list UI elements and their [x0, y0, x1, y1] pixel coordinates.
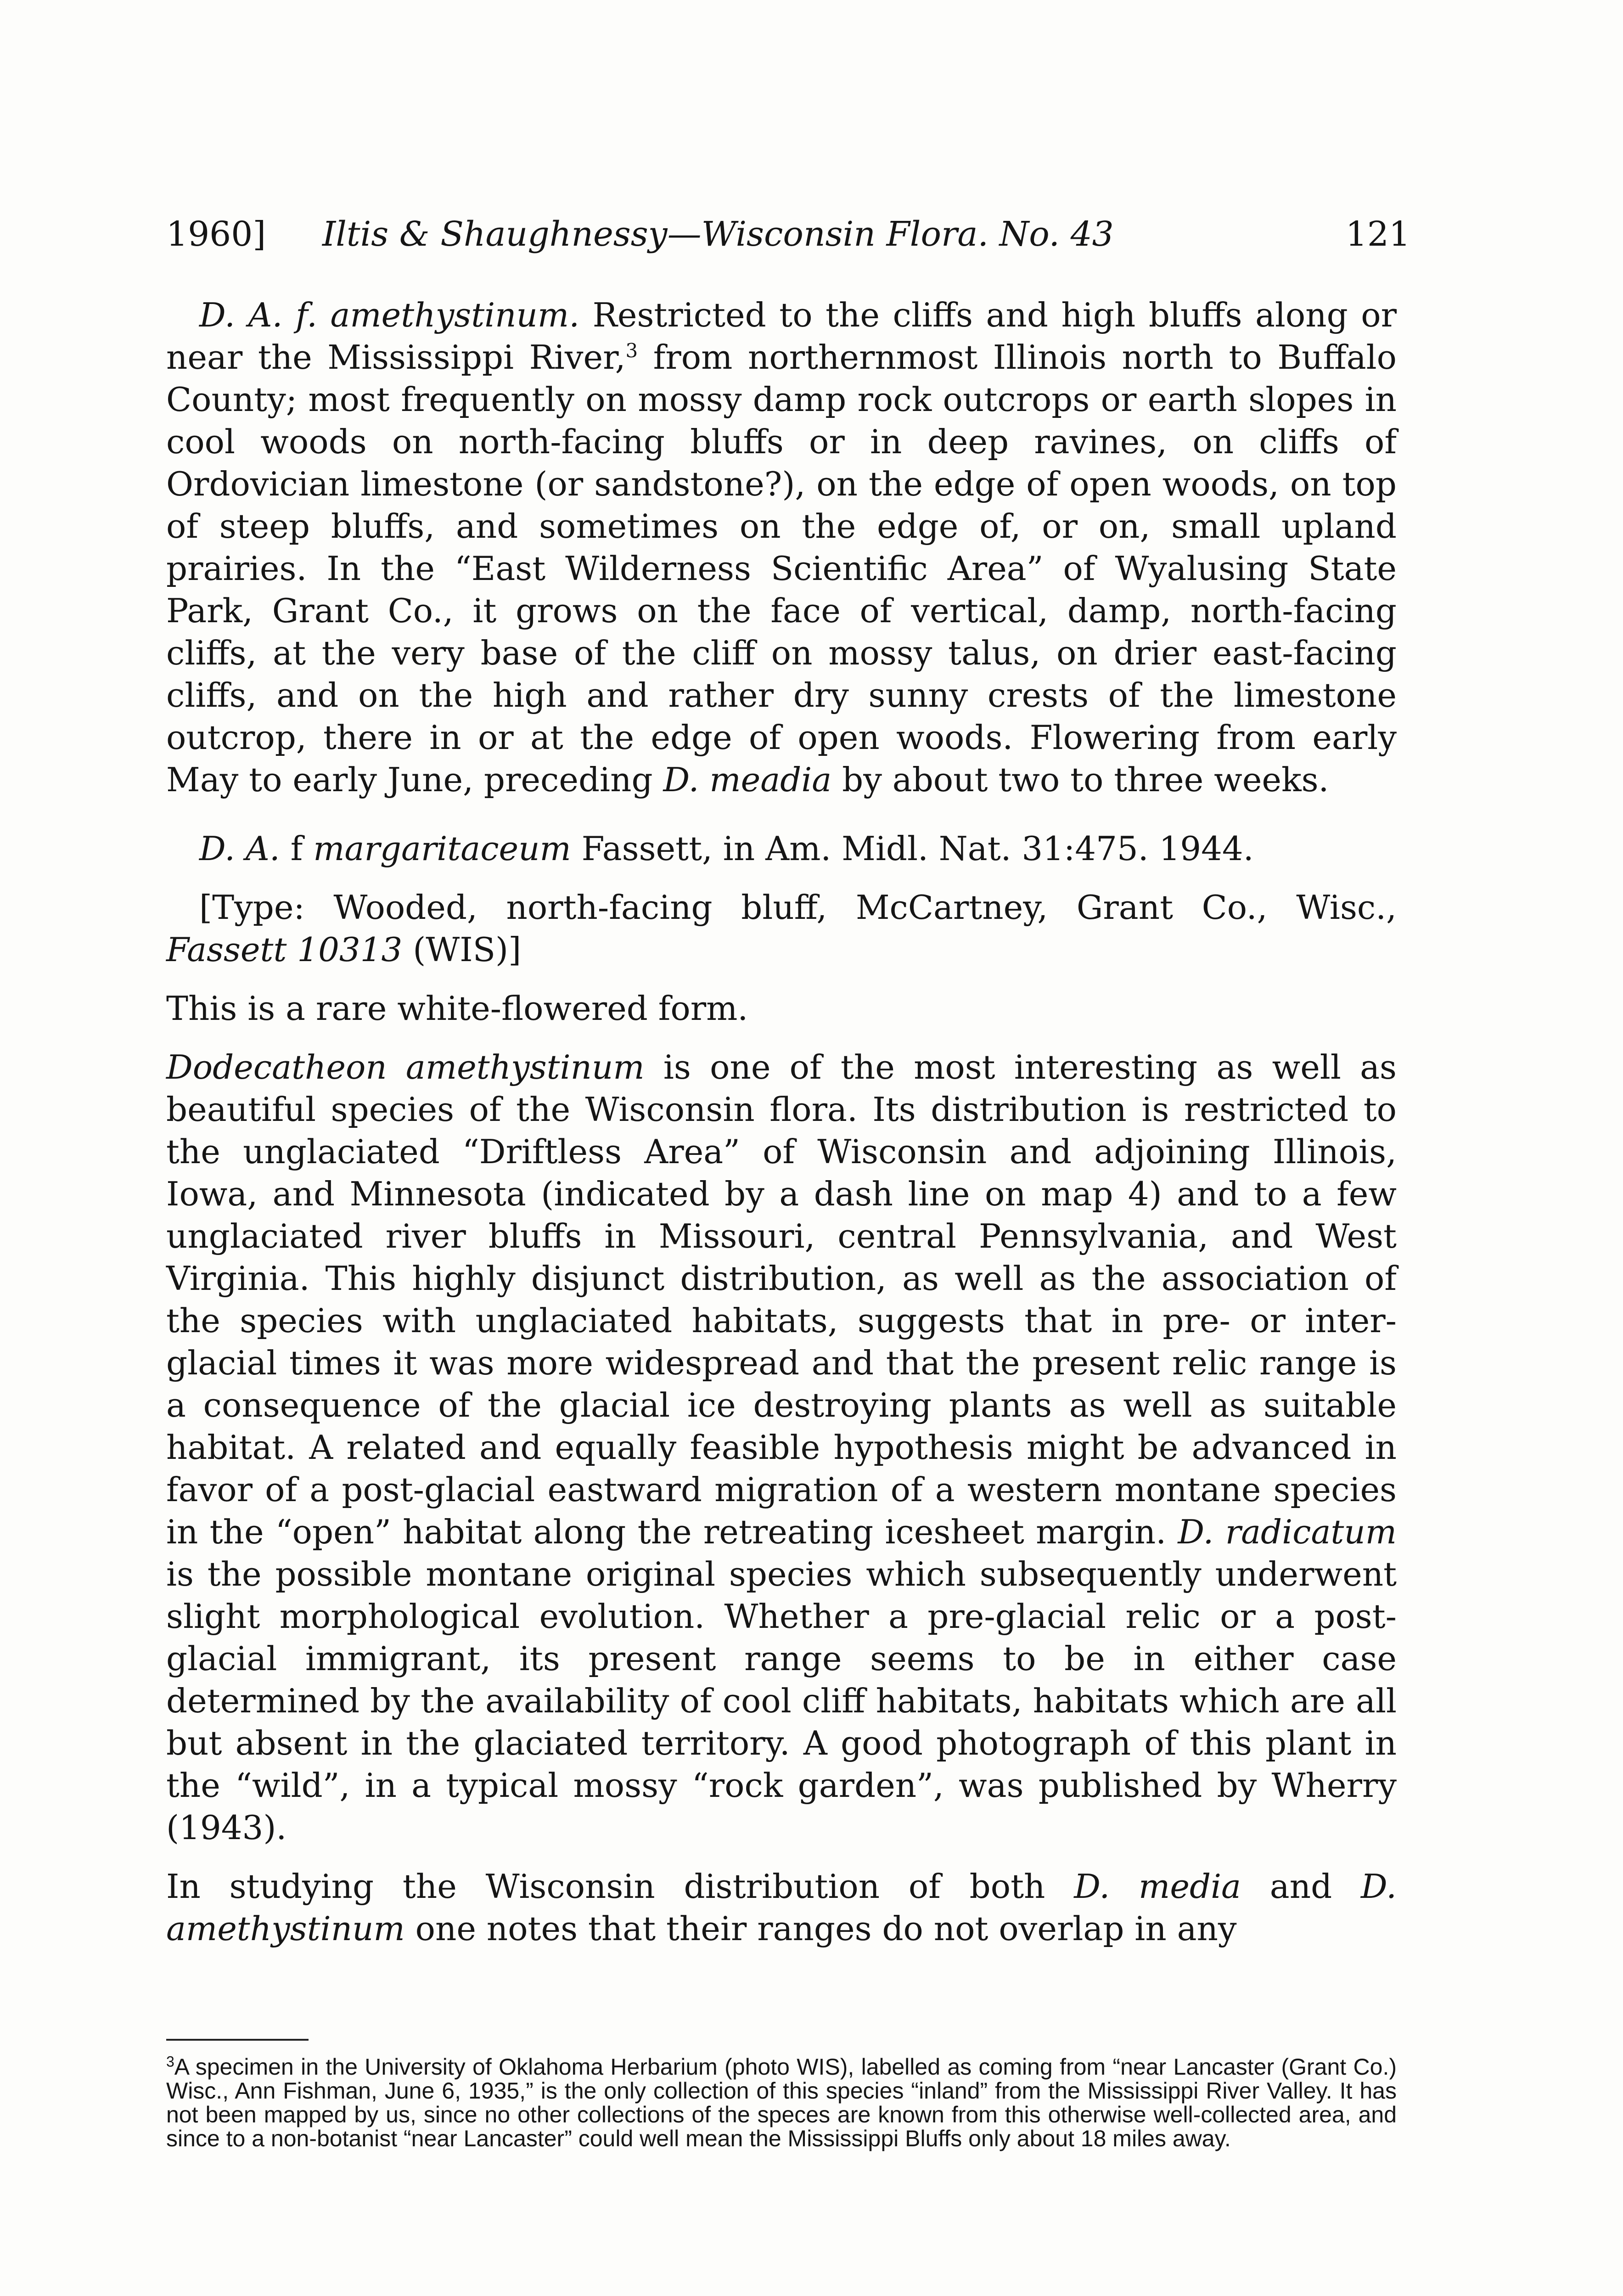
- paragraph-text: is the possible montane original species which subsequently underwent slight morphological evolution. Whether a pre-glacial relic or a post-glacial immigrant, its present range seems to be in either case determined by the availability of cool cliff habitats, habitats which are all but absent in the glaciated territory. A good photograph of this plant in the “wild”, in a typical mossy “rock garden”, was published by Wherry (1943).: [166, 1555, 1397, 1847]
- paragraph-amethystinum-form: [166, 294, 1397, 801]
- paragraph-distribution-discussion: [166, 1046, 1397, 1849]
- paragraph-text: and: [1241, 1867, 1361, 1906]
- header-title: Iltis & Shaughnessy—Wisconsin Flora. No. 43: [322, 214, 1114, 254]
- body-text: [166, 294, 1397, 1950]
- footnote: [166, 2055, 1397, 2150]
- page-number: 121: [1345, 214, 1410, 254]
- taxon-name: D. A.: [199, 829, 280, 868]
- species-name: D. media: [1074, 1867, 1241, 1906]
- paragraph-text: by about two to three weeks.: [831, 760, 1329, 799]
- species-name: D. radicatum: [1178, 1513, 1397, 1551]
- paragraph-text: In studying the Wisconsin distribution of both: [166, 1867, 1074, 1906]
- paragraph-text: f: [280, 829, 314, 868]
- footnote-reference: 3: [625, 339, 638, 362]
- citation-text: Fassett, in Am. Midl. Nat. 31:475. 1944.: [571, 829, 1254, 868]
- footnote-paragraph: [166, 2055, 1397, 2150]
- footnote-divider: [166, 2039, 309, 2041]
- running-header: [166, 209, 1410, 259]
- header-year: 1960]: [166, 214, 266, 254]
- footnote-marker: 3: [166, 2053, 174, 2070]
- taxon-epithet: margaritaceum: [313, 829, 571, 868]
- paragraph-range-comparison: [166, 1865, 1397, 1950]
- paragraph-margaritaceum-form: [166, 827, 1397, 870]
- paragraph-text: one notes that their ranges do not overlap in any: [404, 1909, 1237, 1948]
- paragraph-text: [Type: Wooded, north-facing bluff, McCartney, Grant Co., Wisc.,: [199, 888, 1397, 927]
- paragraph-text: Restricted to the cliffs and high bluffs along or near the Mississippi River,: [166, 296, 1397, 377]
- collector-number: Fassett 10313: [166, 930, 403, 969]
- type-specimen-citation: [166, 886, 1397, 971]
- species-name: D. meadia: [663, 760, 832, 799]
- species-name: Dodecatheon amethystinum: [166, 1048, 645, 1086]
- paragraph-text: (WIS)]: [402, 930, 522, 969]
- footnote-text: A specimen in the University of Oklahoma Herbarium (photo WIS), labelled as coming from “near Lancaster (Grant Co.) Wisc., Ann Fishman, June 6, 1935,” is the only collection of this species “inland” from the Mississippi River Valley. It has not been mapped by us, since no other collections of the speces are known from this otherwise well-collected area, and since to a non-botanist “near Lancaster” could well mean the Mississippi Bluffs only about 18 miles away.: [166, 2054, 1397, 2151]
- taxon-name: D. A. f. amethystinum.: [199, 296, 580, 334]
- paragraph-text: This is a rare white-flowered form.: [166, 989, 748, 1028]
- paragraph-text: is one of the most interesting as well as beautiful species of the Wisconsin flora. Its distribution is restricted to the unglaciated “Driftless Area” of Wisconsin and adjoining Illinois, Iowa, and Minnesota (indicated by a dash line on map 4) and to a few unglaciated river bluffs in Missouri, central Pennsylvania, and West Virginia. This highly disjunct distribution, as well as the association of the species with unglaciated habitats, suggests that in pre- or inter-glacial times it was more widespread and that the present relic range is a consequence of the glacial ice destroying plants as well as suitable habitat. A related and equally feasible hypothesis might be advanced in favor of a post-glacial eastward migration of a western montane species in the “open” habitat along the retreating icesheet margin.: [166, 1048, 1397, 1551]
- paragraph-rare-form: [166, 987, 1397, 1030]
- paragraph-text: from northernmost Illinois north to Buffalo County; most frequently on mossy damp rock outcrops or earth slopes in cool woods on north-facing bluffs or in deep ravines, on cliffs of Ordovician limestone (or sandstone?), on the edge of open woods, on top of steep bluffs, and sometimes on the edge of, or on, small upland prairies. In the “East Wilderness Scientific Area” of Wyalusing State Park, Grant Co., it grows on the face of vertical, damp, north-facing cliffs, at the very base of the cliff on mossy talus, on drier east-facing cliffs, and on the high and rather dry sunny crests of the limestone outcrop, there in or at the edge of open woods. Flowering from early May to early June, preceding: [166, 338, 1397, 799]
- species-name: D. amethystinum: [166, 1867, 1397, 1948]
